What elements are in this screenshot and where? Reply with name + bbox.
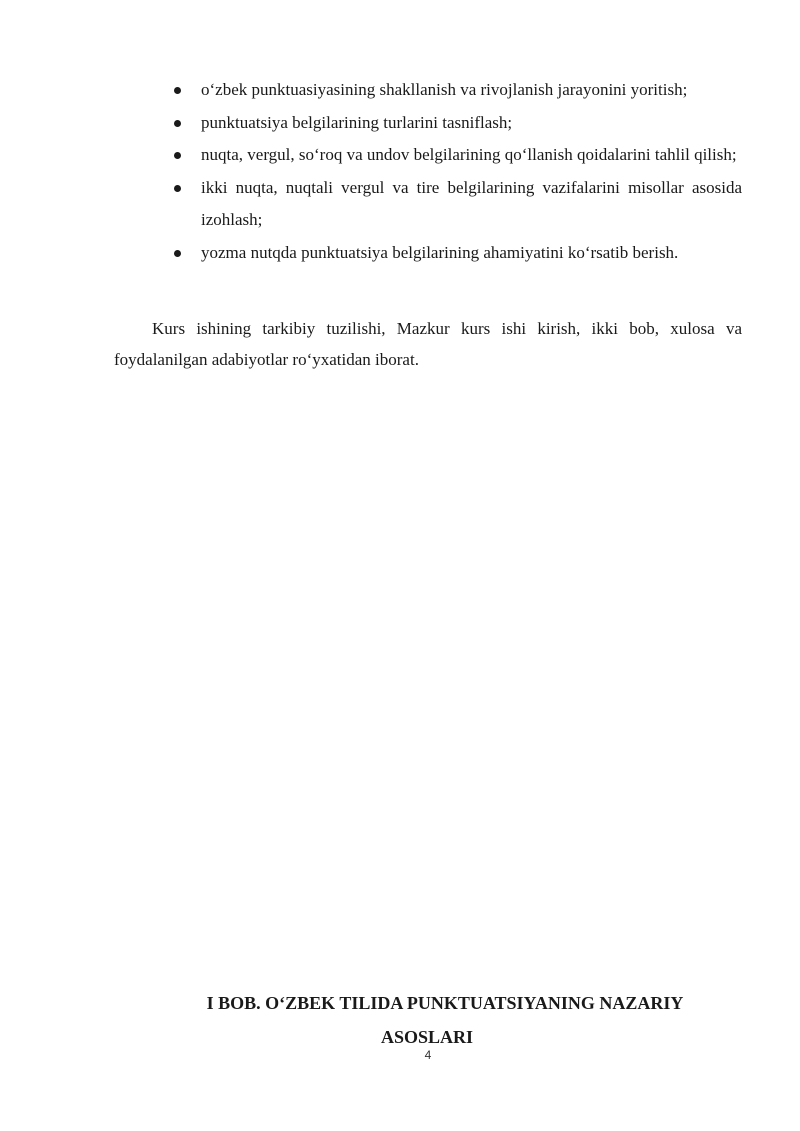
list-item-text: ikki nuqta, nuqtali vergul va tire belgilarining vazifalarini misollar asosida izohlash; [201,177,742,229]
list-item [172,107,742,140]
bullet-icon [174,87,181,94]
bullet-icon [174,250,181,257]
page-number: 4 [424,1048,432,1062]
structure-paragraph: Kurs ishining tarkibiy tuzilishi, Mazkur kurs ishi kirish, ikki bob, xulosa va foydalanilgan adabiyotlar ro‘yxatidan iborat. [114,319,742,369]
list-item-text: yozma nutqda punktuatsiya belgilarining ahamiyatini ko‘rsatib berish. [201,242,679,262]
list-item-text: punktuatsiya belgilarining turlarini tasniflash; [201,112,513,132]
chapter-heading-line-2: ASOSLARI [381,1027,474,1047]
bullet-icon [174,185,181,192]
list-item [172,74,742,107]
bullet-icon [174,152,181,159]
chapter-heading [160,986,700,1054]
list-item-text: o‘zbek punktuasiyasining shakllanish va rivojlanish jarayonini yoritish; [201,80,688,99]
list-item [172,237,742,270]
objectives-bullet-list [172,74,742,269]
list-item [172,139,742,172]
list-item [172,172,742,237]
bullet-icon [174,120,181,127]
chapter-heading-line-1: I BOB. O‘ZBEK TILIDA PUNKTUATSIYANING NAZARIY [206,993,684,1013]
list-item-text: nuqta, vergul, so‘roq va undov belgilarining qo‘llanish qoidalarini tahlil qilish; [201,145,737,164]
